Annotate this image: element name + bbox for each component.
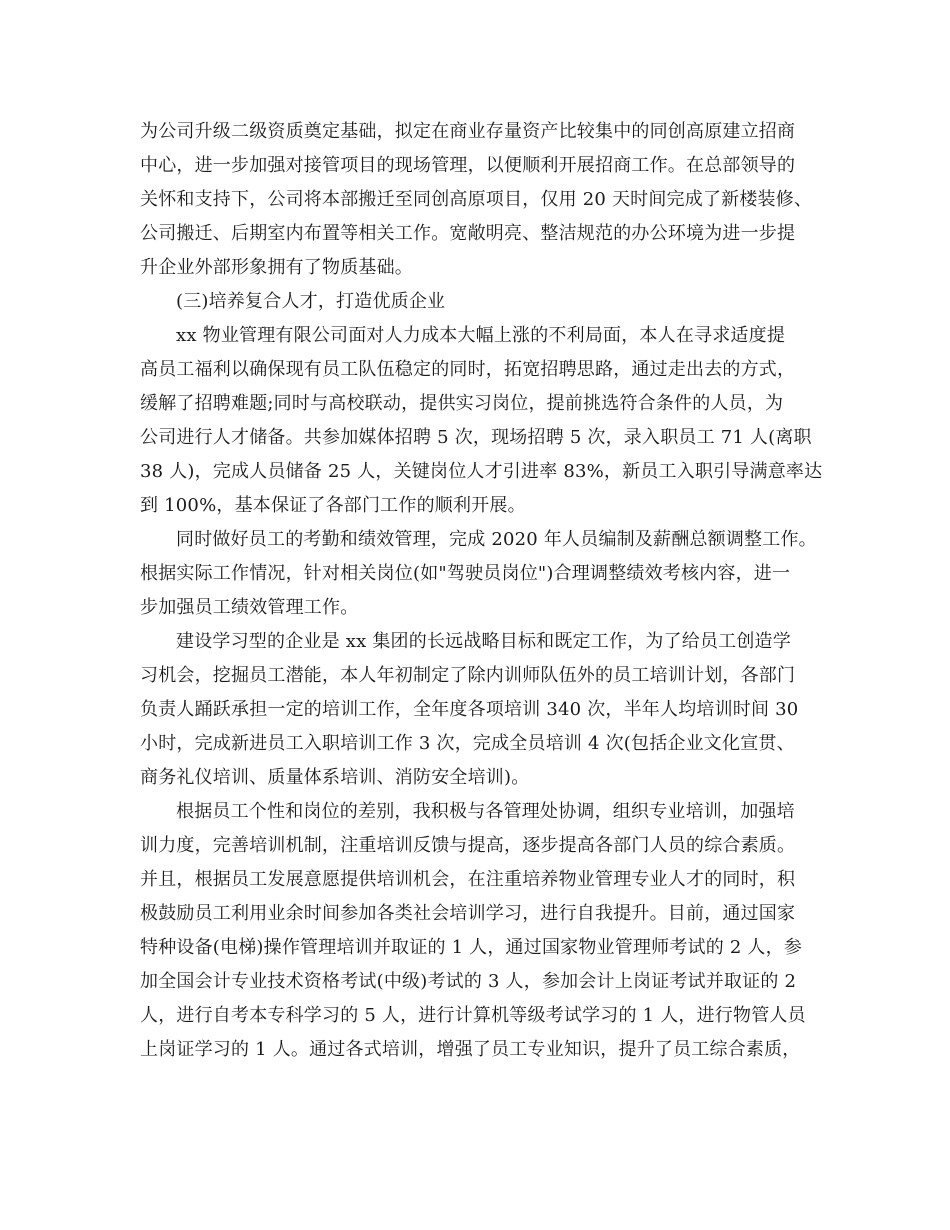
text-line: 升企业外部形象拥有了物质基础。	[140, 257, 413, 278]
text-line: 特种设备(电梯)操作管理培训并取证的 1 人，通过国家物业管理师考试的 2 人，参	[140, 937, 803, 958]
text-line: 公司进行人才储备。共参加媒体招聘 5 次，现场招聘 5 次，录入职员工 71 人(离职	[140, 427, 812, 448]
text-line: 缓解了招聘难题;同时与高校联动，提供实习岗位，提前挑选符合条件的人员，为	[140, 393, 784, 414]
text-line: 加全国会计专业技术资格考试(中级)考试的 3 人，参加会计上岗证考试并取证的 2	[140, 971, 797, 992]
text-line: 商务礼仪培训、质量体系培训、消防安全培训)。	[140, 767, 530, 788]
text-line: (三)培养复合人才，打造优质企业	[176, 291, 446, 312]
text-line: 负责人踊跃承担一定的培训工作，全年度各项培训 340 次，半年人均培训时间 30	[140, 699, 799, 720]
text-line: 习机会，挖掘员工潜能，本人年初制定了除内训师队伍外的员工培训计划，各部门	[140, 665, 796, 686]
text-line: 到 100%，基本保证了各部门工作的顺利开展。	[140, 495, 526, 516]
text-line: 公司搬迁、后期室内布置等相关工作。宽敞明亮、整洁规范的办公环境为进一步提	[140, 223, 796, 244]
text-line: 极鼓励员工利用业余时间参加各类社会培训学习，进行自我提升。目前，通过国家	[140, 903, 796, 924]
text-line: 建设学习型的企业是 xx 集团的长远战略目标和既定工作，为了给员工创造学	[176, 631, 791, 652]
text-line: 小时，完成新进员工入职培训工作 3 次，完成全员培训 4 次(包括企业文化宣贯、	[140, 733, 795, 754]
text-line: 高员工福利以确保现有员工队伍稳定的同时，拓宽招聘思路，通过走出去的方式，	[140, 359, 796, 380]
text-line: 中心，进一步加强对接管项目的现场管理，以便顺利开展招商工作。在总部领导的	[140, 155, 796, 176]
text-line: 人，进行自考本专科学习的 5 人，进行计算机等级考试学习的 1 人，进行物管人员	[140, 1005, 806, 1026]
text-line: 并且，根据员工发展意愿提供培训机会，在注重培养物业管理专业人才的同时，积	[140, 869, 796, 890]
text-line: 训力度，完善培训机制，注重培训反馈与提高，逐步提高各部门人员的综合素质。	[140, 835, 796, 856]
text-line: xx 物业管理有限公司面对人力成本大幅上涨的不利局面，本人在寻求适度提	[176, 325, 786, 346]
text-line: 为公司升级二级资质奠定基础，拟定在商业存量资产比较集中的同创高原建立招商	[140, 121, 796, 142]
text-line: 关怀和支持下，公司将本部搬迁至同创高原项目，仅用 20 天时间完成了新楼装修、	[140, 189, 813, 210]
text-line: 38 人)，完成人员储备 25 人，关键岗位人才引进率 83%，新员工入职引导满意率达	[140, 461, 823, 482]
text-line: 上岗证学习的 1 人。通过各式培训，增强了员工专业知识，提升了员工综合素质，	[140, 1039, 801, 1060]
text-line: 根据员工个性和岗位的差别，我积极与各管理处协调，组织专业培训，加强培	[176, 801, 795, 822]
text-line: 根据实际工作情况，针对相关岗位(如"驾驶员岗位")合理调整绩效考核内容，进一	[140, 563, 791, 584]
document-body	[140, 115, 823, 1067]
text-line: 同时做好员工的考勤和绩效管理，完成 2020 年人员编制及薪酬总额调整工作。	[176, 529, 817, 550]
text-line: 步加强员工绩效管理工作。	[140, 597, 359, 618]
